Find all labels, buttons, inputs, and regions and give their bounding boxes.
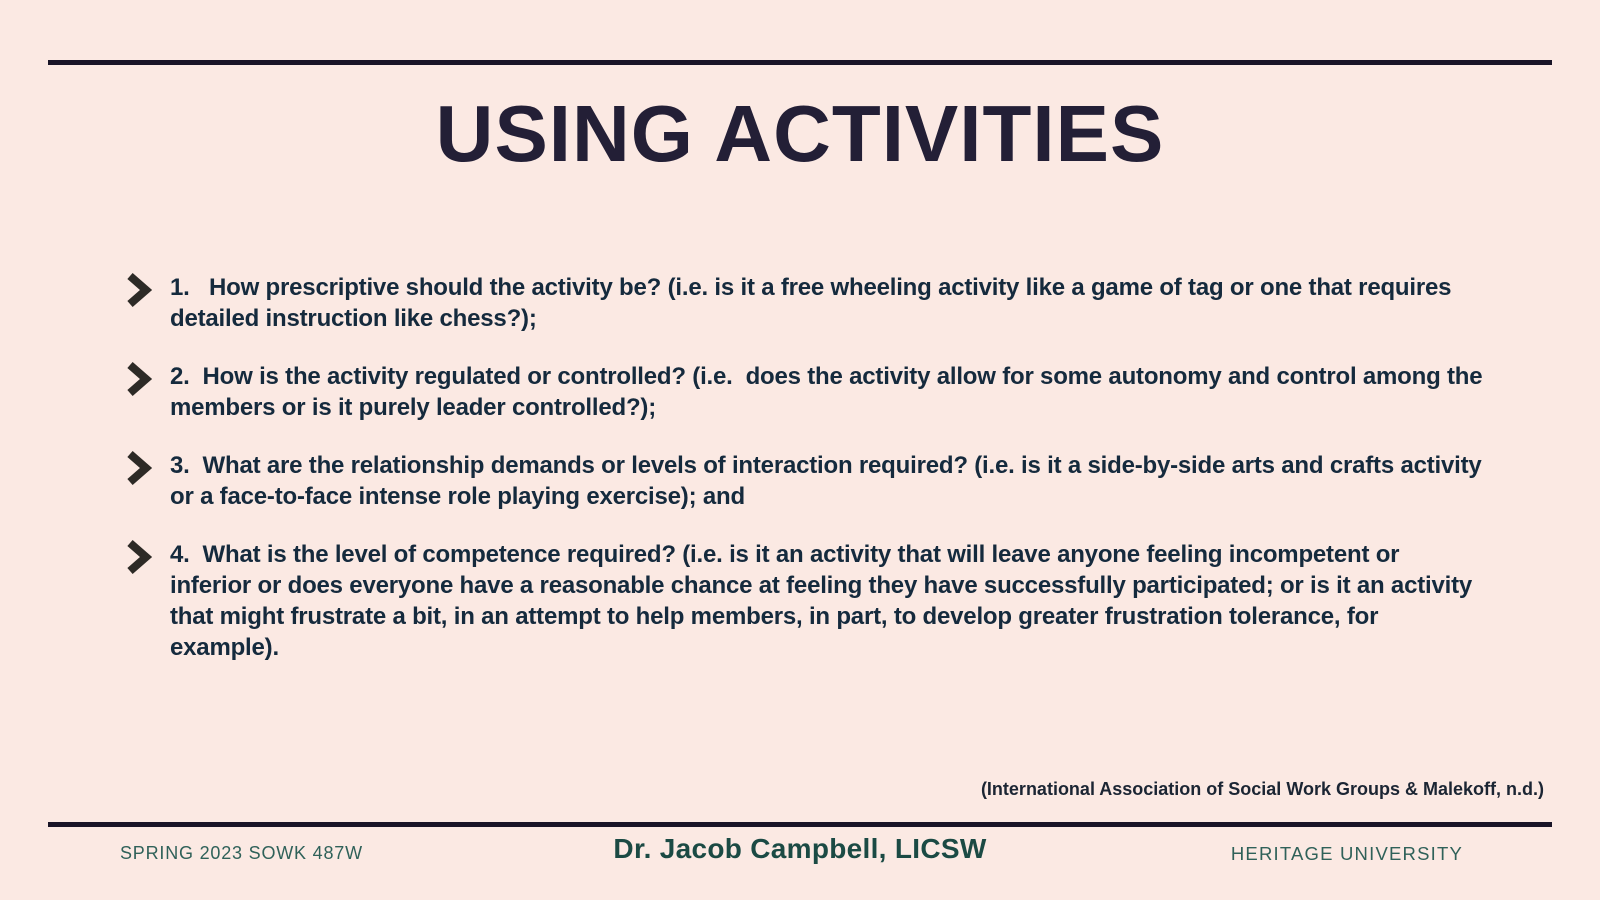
chevron-right-icon	[126, 540, 154, 574]
chevron-right-icon	[126, 362, 154, 396]
bullet-item	[126, 272, 1486, 334]
bullet-item	[126, 539, 1486, 663]
footer-university-label: HERITAGE UNIVERSITY	[1230, 843, 1463, 864]
citation: (International Association of Social Work Groups & Malekoff, n.d.)	[980, 779, 1544, 799]
footer-author-label: Dr. Jacob Campbell, LICSW	[613, 833, 987, 864]
slide-title: USING ACTIVITIES	[435, 89, 1165, 178]
chevron-right-icon	[126, 273, 154, 307]
bullet-text: 4. What is the level of competence required? (i.e. is it an activity that will leave anyone feeling incompetent or inferior or does everyone have a reasonable chance at feeling they have successfully participated; or is it an activity that might frustrate a bit, in an attempt to help members, in part, to develop greater frustration tolerance, for example).	[170, 541, 1479, 661]
bullet-text: 3. What are the relationship demands or levels of interaction required? (i.e. is it a side-by-side arts and crafts activity or a face-to-face intense role playing exercise); and	[170, 452, 1489, 510]
footer-divider	[48, 822, 1552, 827]
top-divider	[48, 60, 1552, 65]
bullet-list	[126, 272, 1489, 663]
bullet-text: 2. How is the activity regulated or controlled? (i.e. does the activity allow for some autonomy and control among the members or is it purely leader controlled?);	[170, 363, 1489, 421]
bullet-item	[126, 450, 1489, 512]
bullet-item	[126, 361, 1489, 423]
bullet-text: 1. How prescriptive should the activity be? (i.e. is it a free wheeling activity like a game of tag or one that requires detailed instruction like chess?);	[170, 274, 1458, 332]
chevron-right-icon	[126, 451, 154, 485]
footer-course-label: SPRING 2023 SOWK 487W	[120, 843, 363, 863]
